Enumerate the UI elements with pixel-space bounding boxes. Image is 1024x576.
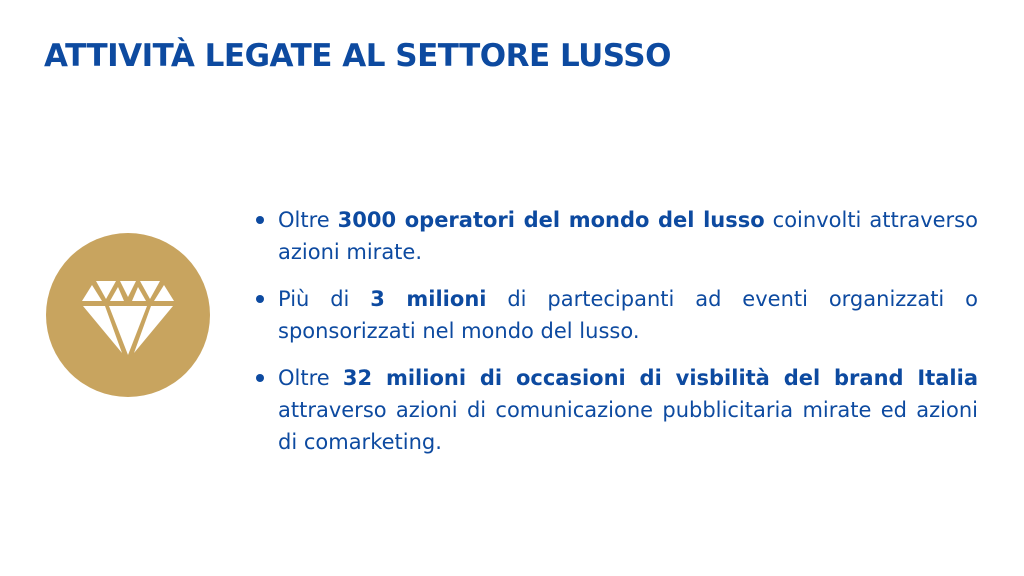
bullet-text-part: Più di: [278, 287, 371, 311]
bullet-text-part: attraverso azioni di comunicazione pubblicitaria mirate ed azioni di comarketing.: [278, 398, 978, 454]
bullet-item: [256, 362, 978, 458]
bullet-item: [256, 283, 978, 347]
diamond-badge: [46, 233, 210, 397]
bullet-dot: [256, 295, 264, 303]
bullet-highlight: 3 milioni: [370, 287, 487, 311]
page-title: ATTIVITÀ LEGATE AL SETTORE LUSSO: [44, 38, 671, 74]
bullet-dot: [256, 216, 264, 224]
bullet-highlight: 32 milioni di occasioni di visbilità del brand Italia: [342, 366, 978, 390]
diamond-icon: [80, 279, 176, 359]
bullet-text-part: di partecipanti ad eventi organizzati o sponsorizzati nel mondo del lusso.: [278, 287, 978, 343]
bullet-highlight: 3000 operatori del mondo del lusso: [337, 208, 765, 232]
bullet-text-part: Oltre: [278, 208, 338, 232]
bullet-dot: [256, 374, 264, 382]
bullet-text-part: Oltre: [278, 366, 343, 390]
bullet-list: [256, 204, 978, 473]
bullet-item: [256, 204, 978, 268]
bullet-text-part: coinvolti attraverso azioni mirate.: [278, 208, 978, 264]
